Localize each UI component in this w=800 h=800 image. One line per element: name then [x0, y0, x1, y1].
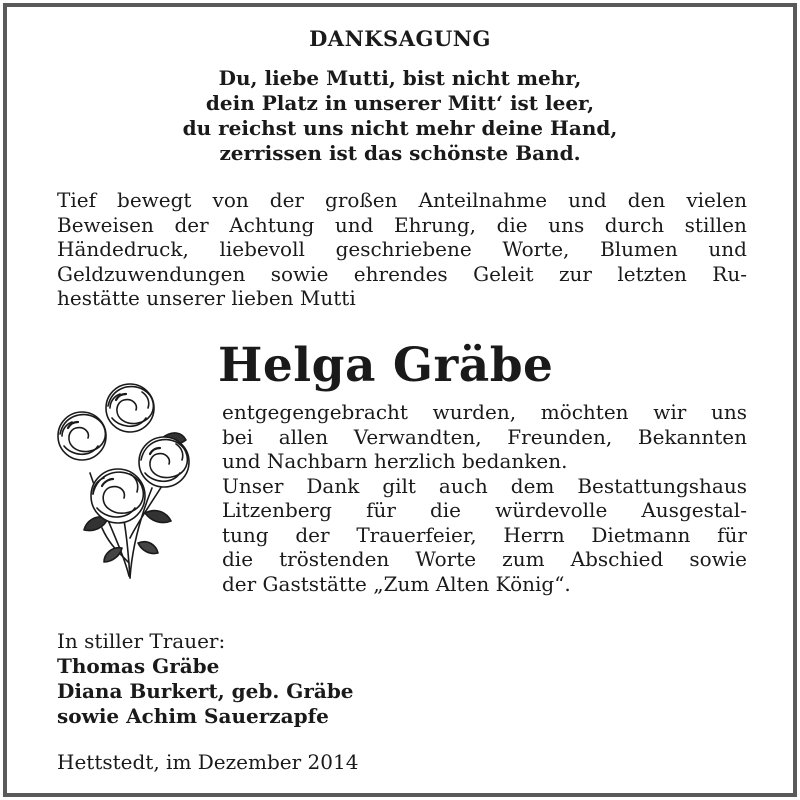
thanks-line	[222, 498, 747, 523]
word: wurden,	[432, 400, 517, 424]
word: von	[212, 188, 249, 212]
word: stillen	[684, 212, 747, 237]
word: für	[717, 522, 747, 547]
intro-line	[57, 213, 747, 238]
word: zur	[558, 261, 592, 286]
poem-line: zerrissen ist das schönste Band.	[219, 141, 581, 165]
word: sowie	[270, 261, 329, 286]
word: Ehrung,	[394, 212, 477, 237]
word: der	[269, 188, 304, 212]
intro-line	[57, 237, 747, 262]
word: der	[295, 522, 330, 547]
word: Ausgestal-	[641, 498, 747, 522]
mourner-name: sowie Achim Sauerzapfe	[57, 704, 329, 728]
word: uns	[710, 400, 747, 424]
word: die	[222, 547, 254, 571]
word: uns	[548, 212, 585, 237]
word: Bestattungshaus	[577, 473, 747, 498]
notice-title: DANKSAGUNG	[309, 26, 491, 51]
word: tung	[222, 522, 269, 547]
word: Ru-	[712, 261, 747, 286]
word: den	[627, 188, 666, 212]
word: ehrendes	[353, 261, 448, 286]
mourners-block	[57, 629, 354, 729]
roses-bouquet-icon	[50, 378, 195, 583]
word: für	[366, 498, 396, 522]
word: wir	[653, 400, 687, 424]
word: der	[174, 212, 209, 237]
thanks-line	[222, 523, 747, 548]
word: großen	[325, 188, 398, 212]
word: sowie	[689, 547, 747, 571]
thanks-line	[222, 547, 747, 572]
word: zum	[502, 547, 545, 571]
word: gilt	[382, 473, 416, 498]
word: Bekannten	[637, 424, 747, 449]
word: und	[568, 188, 607, 212]
intro-line: hestätte unserer lieben Mutti	[57, 286, 356, 310]
thanks-line	[222, 425, 747, 450]
word: allen	[278, 424, 329, 449]
poem-line: Du, liebe Mutti, bist nicht mehr,	[218, 66, 582, 90]
word: liebevoll	[219, 237, 305, 261]
word: Geldzuwendungen	[57, 261, 246, 286]
word: Unser	[222, 473, 284, 498]
word: Tief	[57, 188, 96, 212]
word: Blumen	[600, 237, 678, 261]
word: geschriebene	[335, 237, 472, 261]
word: Worte	[415, 547, 477, 571]
word: tröstenden	[279, 547, 390, 571]
word: und	[334, 212, 374, 237]
word: bei	[222, 424, 254, 449]
word: die	[429, 498, 462, 522]
word: durch	[604, 212, 665, 237]
word: vielen	[686, 188, 747, 212]
word: Anteilnahme	[418, 188, 548, 212]
word: bewegt	[117, 188, 192, 212]
word: entgegengebracht	[222, 400, 408, 424]
word: Dank	[306, 473, 360, 498]
thanks-line: und Nachbarn herzlich bedanken.	[222, 449, 568, 473]
thanks-line	[222, 400, 747, 425]
word: Händedruck,	[57, 237, 189, 261]
thanks-line: der Gaststätte „Zum Alten König“.	[222, 571, 571, 596]
intro-line	[57, 188, 747, 213]
word: letzten	[617, 261, 687, 286]
poem	[0, 66, 800, 166]
word: möchten	[540, 400, 629, 424]
word: Beweisen	[57, 212, 154, 237]
thanks-paragraph	[222, 400, 747, 596]
word: Abschied	[570, 547, 664, 571]
word: Trauerfeier,	[356, 522, 477, 547]
poem-line: dein Platz in unserer Mitt‘ ist leer,	[205, 91, 595, 115]
poem-line: du reichst uns nicht mehr deine Hand,	[182, 116, 618, 140]
mourner-name: Diana Burkert, geb. Gräbe	[57, 679, 354, 703]
place-and-date: Hettstedt, im Dezember 2014	[57, 750, 359, 774]
word: Worte,	[502, 237, 570, 261]
word: Verwandten,	[353, 424, 482, 449]
thanks-line	[222, 474, 747, 499]
intro-paragraph	[57, 188, 747, 311]
word: auch	[438, 473, 488, 498]
word: Litzenberg	[222, 498, 332, 522]
word: und	[708, 237, 747, 261]
deceased-name: Helga Gräbe	[218, 338, 554, 393]
word: würdevolle	[495, 498, 608, 522]
word: dem	[510, 473, 555, 498]
word: die	[496, 212, 528, 237]
intro-line	[57, 262, 747, 287]
word: Herrn	[503, 522, 565, 547]
mourner-name: Thomas Gräbe	[57, 654, 220, 678]
mourning-label: In stiller Trauer:	[57, 629, 226, 653]
word: Dietmann	[591, 522, 691, 547]
word: Freunden,	[507, 424, 613, 449]
word: Geleit	[473, 261, 534, 286]
word: Achtung	[229, 212, 315, 237]
